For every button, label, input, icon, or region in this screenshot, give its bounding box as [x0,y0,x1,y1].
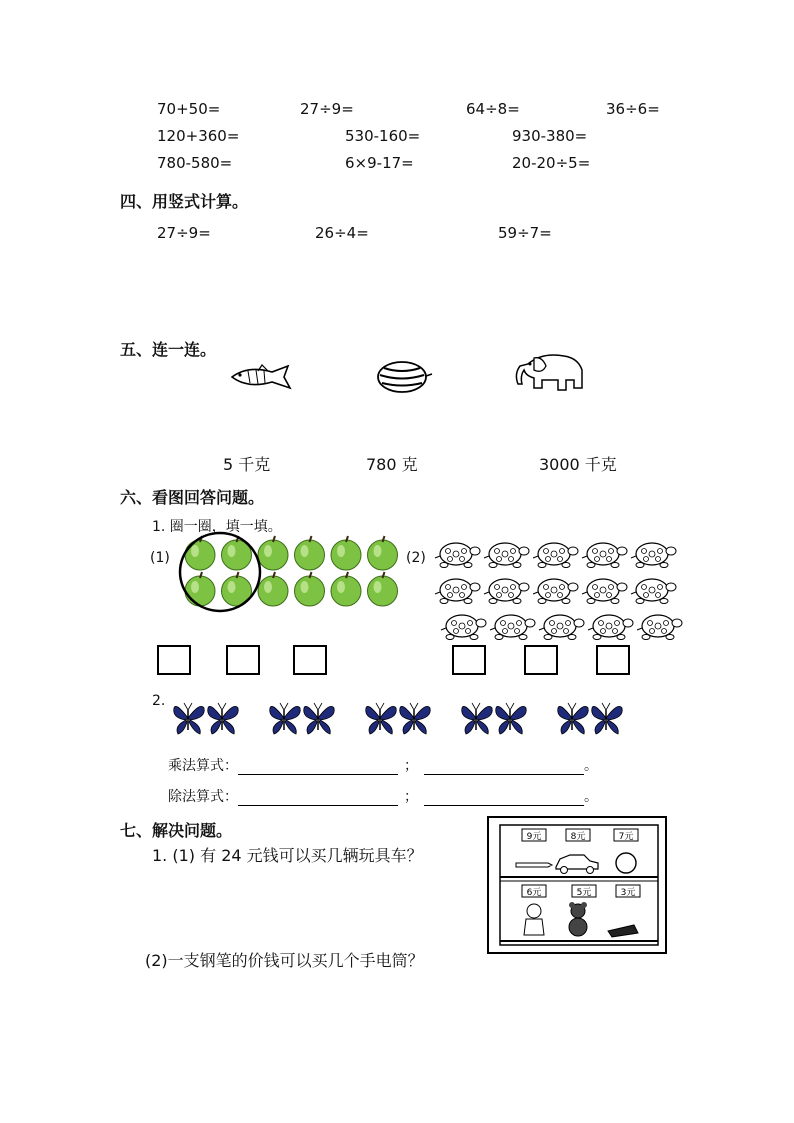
butterfly-icon [208,703,238,734]
turtle-icon [582,543,627,568]
multiplication-blank-1[interactable] [238,760,398,775]
answer-box-6[interactable] [596,645,630,675]
butterfly-icon [270,703,300,734]
weight-label-3[interactable]: 3000 千克 [539,455,617,474]
apple-icon [368,536,398,570]
butterfly-icon [592,703,622,734]
turtle-icon [484,543,529,568]
turtles-label: (2) [406,550,426,566]
apple-icon [331,572,361,606]
turtle-icon [582,579,627,604]
apple-icon [258,536,288,570]
toy-shelf-illustration [486,815,668,955]
calc-row3-2: 6×9-17= [345,154,414,172]
division-blank-2[interactable] [424,791,584,806]
section5-title: 五、连一连。 [120,340,217,359]
svg-text:5元: 5元 [576,888,592,898]
calc-row3-1: 780-580= [157,154,233,172]
division-label: 除法算式： [168,789,238,805]
turtle-icon [637,615,682,640]
calc-row2-3: 930-380= [512,127,588,145]
turtle-icon [435,543,480,568]
division-row [168,786,598,806]
svg-text:7元: 7元 [618,832,634,842]
svg-text:8元: 8元 [570,832,586,842]
price-tag-5 [572,885,596,898]
turtle-icon [539,615,584,640]
multiplication-label: 乘法算式： [168,758,238,774]
answer-box-3[interactable] [293,645,327,675]
calc-row2-2: 530-160= [345,127,421,145]
apples-label: (1) [150,550,170,566]
doll-icon [524,904,544,935]
answer-box-5[interactable] [524,645,558,675]
section7-q2: (2)一支钢笔的价钱可以买几个手电筒？ [145,951,424,970]
price-tag-6 [522,885,546,898]
section6-q1: 1. 圈一圈，填一填。 [152,519,282,535]
butterfly-icon [462,703,492,734]
turtle-icon [631,579,676,604]
calc-row1-4: 36÷6= [606,100,660,118]
apple-icon [331,536,361,570]
butterflies-row [172,698,634,740]
answer-box-1[interactable] [157,645,191,675]
butterfly-icon [496,703,526,734]
fish-icon[interactable] [228,362,298,392]
elephant-icon[interactable] [512,348,590,398]
turtle-icon [533,543,578,568]
end-mark: 。 [584,789,598,805]
section7-title: 七、解决问题。 [120,821,233,840]
price-tag-9 [522,829,546,842]
answer-box-4[interactable] [452,645,486,675]
answer-box-2[interactable] [226,645,260,675]
butterfly-icon [304,703,334,734]
division-blank-1[interactable] [238,791,398,806]
section4-title: 四、用竖式计算。 [120,192,249,211]
vertical-calc-3: 59÷7= [498,224,552,242]
butterfly-icon [558,703,588,734]
section7-q1: 1. (1) 有 24 元钱可以买几辆玩具车？ [152,846,423,865]
turtle-icon [490,615,535,640]
calc-row1-1: 70+50= [157,100,221,118]
calc-row1-2: 27÷9= [300,100,354,118]
butterfly-icon [366,703,396,734]
end-mark: 。 [584,758,598,774]
turtle-icon [484,579,529,604]
apple-icon [295,572,325,606]
turtle-icon [441,615,486,640]
svg-text:9元: 9元 [526,832,542,842]
weight-label-1[interactable]: 5 千克 [223,455,271,474]
apple-icon [295,536,325,570]
butterfly-icon [400,703,430,734]
turtle-icon [435,579,480,604]
turtle-icon [533,579,578,604]
calc-row1-3: 64÷8= [466,100,520,118]
svg-text:3元: 3元 [620,888,636,898]
grouping-circle[interactable] [178,531,262,613]
price-tag-3 [616,885,640,898]
turtle-icon [631,543,676,568]
multiplication-row [168,755,598,775]
calc-row2-1: 120+360= [157,127,240,145]
vertical-calc-2: 26÷4= [315,224,369,242]
weight-label-2[interactable]: 780 克 [366,455,418,474]
pen-icon [516,863,552,867]
price-tag-8 [566,829,590,842]
watermelon-icon[interactable] [374,360,434,394]
turtles-grid [432,538,684,646]
butterfly-icon [174,703,204,734]
apple-icon [368,572,398,606]
ball-icon [616,853,636,873]
sep: ； [404,758,418,774]
section6-q2: 2. [152,693,166,709]
calc-row3-3: 20-20÷5= [512,154,591,172]
vertical-calc-1: 27÷9= [157,224,211,242]
turtle-icon [588,615,633,640]
apple-icon [258,572,288,606]
section6-title: 六、看图回答问题。 [120,488,265,507]
sep: ； [404,789,418,805]
price-tag-7 [614,829,638,842]
svg-text:6元: 6元 [526,888,542,898]
multiplication-blank-2[interactable] [424,760,584,775]
